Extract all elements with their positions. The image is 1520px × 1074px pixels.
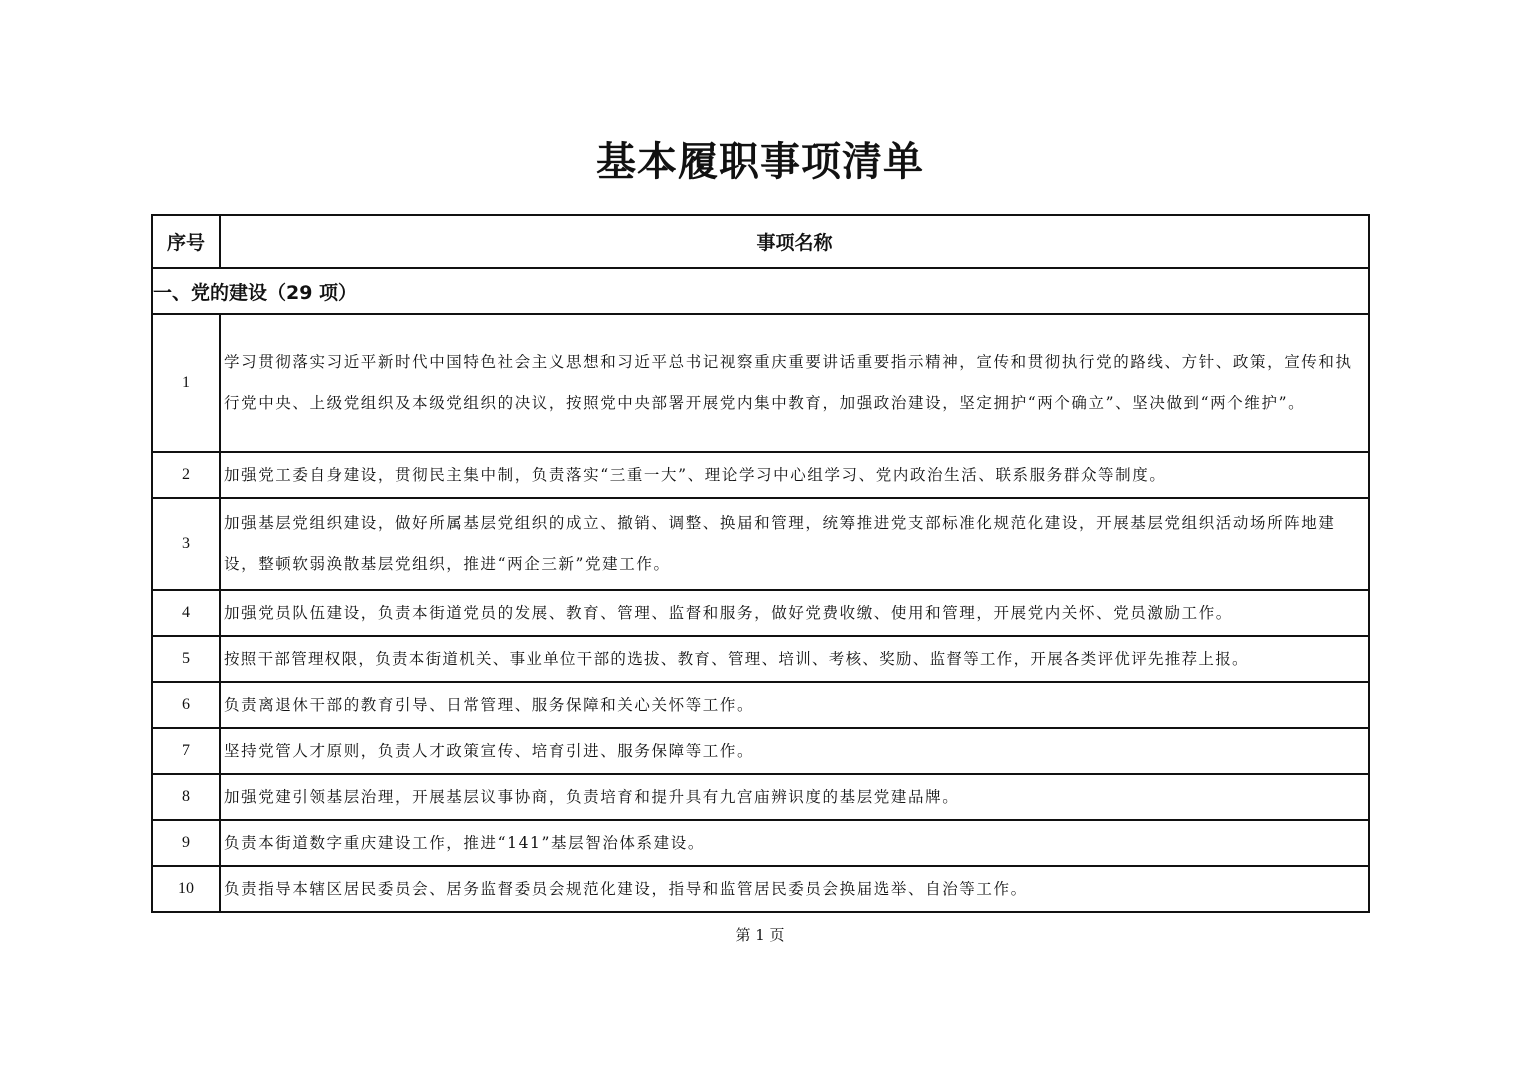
table-row [152, 498, 1369, 590]
row-text: 按照干部管理权限，负责本街道机关、事业单位干部的选拔、教育、管理、培训、考核、奖励、监督等工作，开展各类评优评先推荐上报。 [220, 636, 1369, 682]
table-row [152, 682, 1369, 728]
table-row [152, 820, 1369, 866]
row-number: 1 [152, 314, 220, 452]
row-number: 3 [152, 498, 220, 590]
duty-list-table [151, 214, 1370, 913]
row-number: 7 [152, 728, 220, 774]
table-row [152, 728, 1369, 774]
row-text: 加强党建引领基层治理，开展基层议事协商，负责培育和提升具有九宫庙辨识度的基层党建品牌。 [220, 774, 1369, 820]
table-row [152, 452, 1369, 498]
row-text: 加强基层党组织建设，做好所属基层党组织的成立、撤销、调整、换届和管理，统筹推进党支部标准化规范化建设，开展基层党组织活动场所阵地建设，整顿软弱涣散基层党组织，推进“两企三新”党建工作。 [220, 498, 1369, 590]
table-row [152, 774, 1369, 820]
section-row [152, 268, 1369, 314]
row-text: 负责本街道数字重庆建设工作，推进“141”基层智治体系建设。 [220, 820, 1369, 866]
row-text: 学习贯彻落实习近平新时代中国特色社会主义思想和习近平总书记视察重庆重要讲话重要指示精神，宣传和贯彻执行党的路线、方针、政策，宣传和执行党中央、上级党组织及本级党组织的决议，按照党中央部署开展党内集中教育，加强政治建设，坚定拥护“两个确立”、坚决做到“两个维护”。 [220, 314, 1369, 452]
table-row [152, 866, 1369, 912]
row-number: 9 [152, 820, 220, 866]
row-number: 6 [152, 682, 220, 728]
table-row [152, 636, 1369, 682]
table-header-row [152, 215, 1369, 268]
row-number: 10 [152, 866, 220, 912]
row-text: 加强党员队伍建设，负责本街道党员的发展、教育、管理、监督和服务，做好党费收缴、使用和管理，开展党内关怀、党员激励工作。 [220, 590, 1369, 636]
row-text: 加强党工委自身建设，贯彻民主集中制，负责落实“三重一大”、理论学习中心组学习、党内政治生活、联系服务群众等制度。 [220, 452, 1369, 498]
row-number: 8 [152, 774, 220, 820]
table-row [152, 590, 1369, 636]
row-text: 坚持党管人才原则，负责人才政策宣传、培育引进、服务保障等工作。 [220, 728, 1369, 774]
row-text: 负责指导本辖区居民委员会、居务监督委员会规范化建设，指导和监管居民委员会换届选举、自治等工作。 [220, 866, 1369, 912]
page-number: 第 1 页 [735, 926, 785, 944]
row-number: 2 [152, 452, 220, 498]
document-title: 基本履职事项清单 [596, 138, 924, 185]
row-number: 4 [152, 590, 220, 636]
row-text: 负责离退休干部的教育引导、日常管理、服务保障和关心关怀等工作。 [220, 682, 1369, 728]
column-header-name: 事项名称 [220, 215, 1369, 268]
row-number: 5 [152, 636, 220, 682]
column-header-number: 序号 [152, 215, 220, 268]
table-row [152, 314, 1369, 452]
section-heading: 一、党的建设（29 项） [152, 268, 1369, 314]
